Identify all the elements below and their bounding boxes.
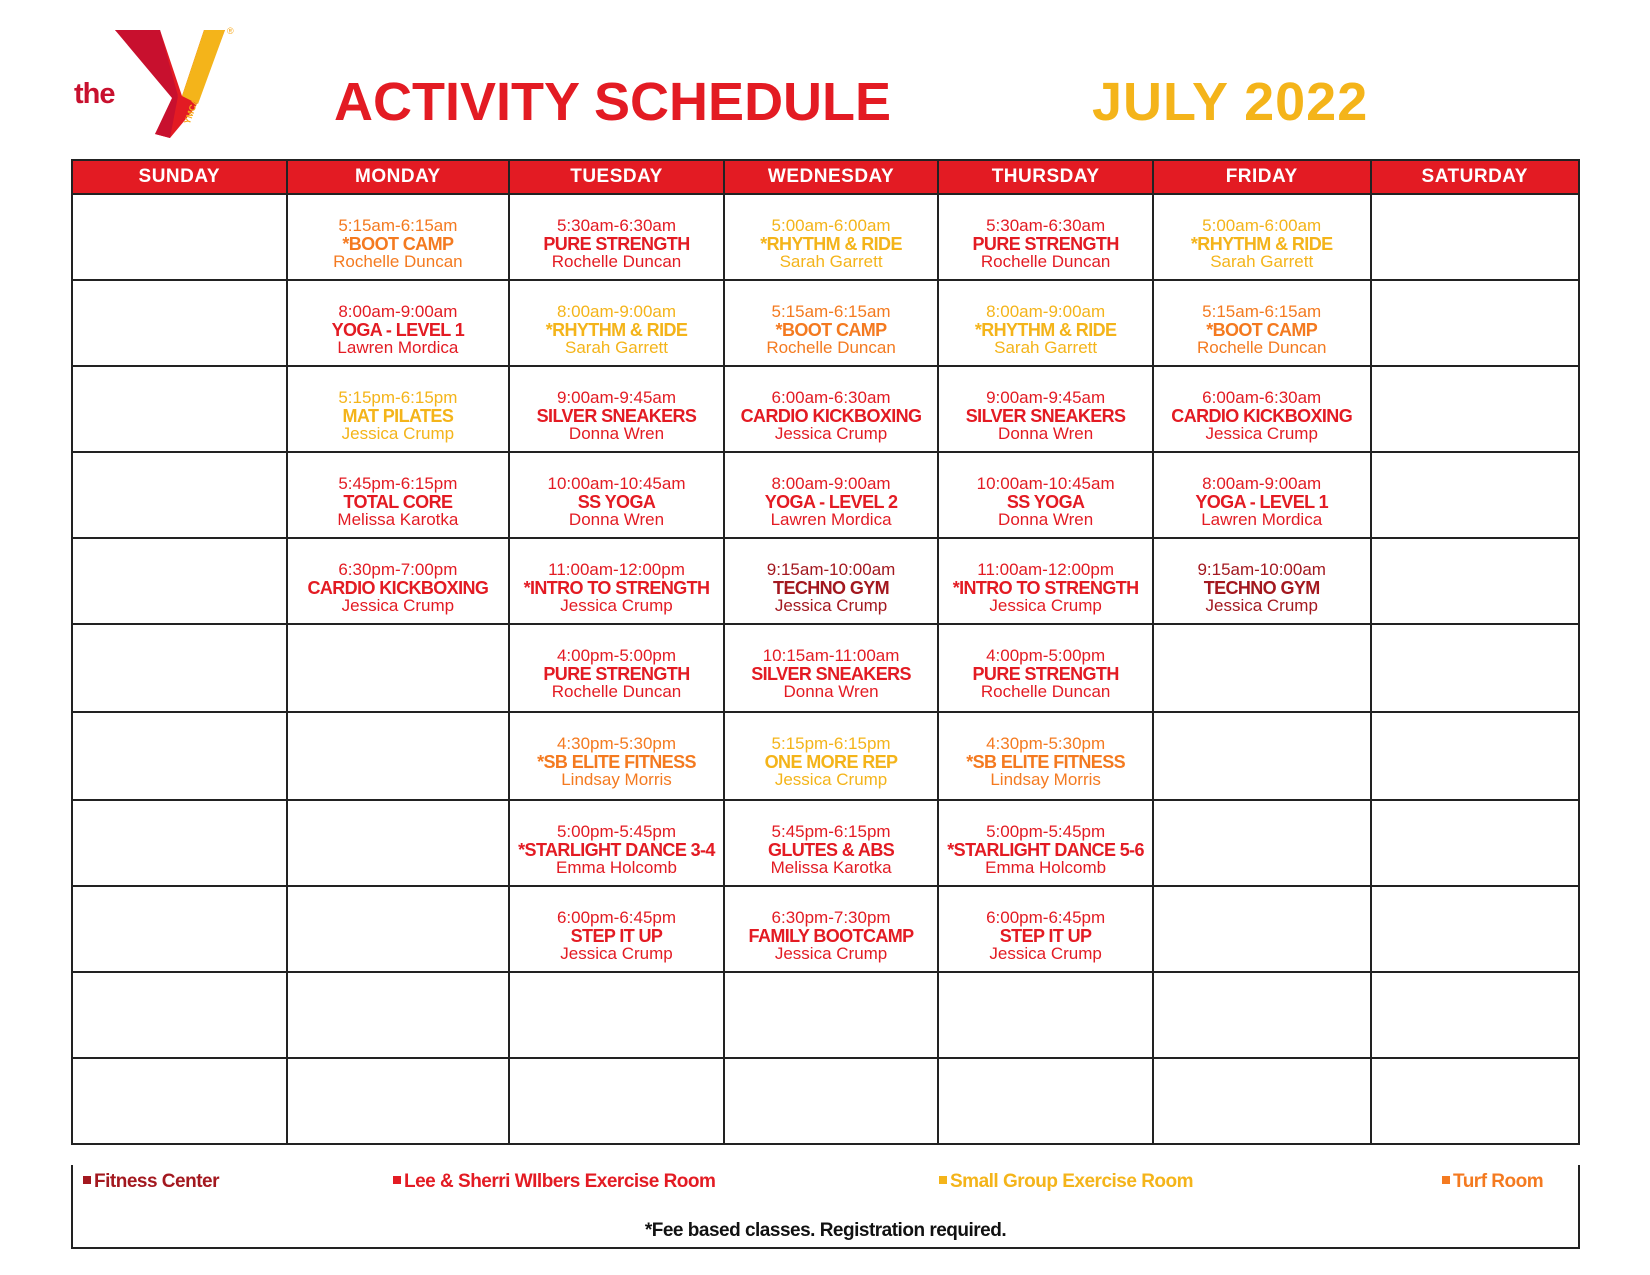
class-instructor: Donna Wren	[568, 424, 665, 443]
schedule-cell-tuesday	[509, 712, 724, 800]
class-instructor: Donna Wren	[783, 682, 879, 701]
class-instructor: Donna Wren	[998, 424, 1094, 443]
class-instructor: Melissa Karotka	[337, 510, 459, 529]
class-name: YOGA - LEVEL 1	[331, 320, 465, 340]
class-name: YOGA - LEVEL 2	[764, 492, 898, 512]
schedule-cell-thursday	[938, 452, 1153, 538]
schedule-cell-sunday	[72, 972, 287, 1058]
legend-turf-room	[1442, 1171, 1543, 1193]
schedule-cell-sunday	[72, 280, 287, 366]
class-name: YOGA - LEVEL 1	[1195, 492, 1329, 512]
day-header-tuesday: TUESDAY	[509, 160, 724, 194]
class-entry	[939, 453, 1152, 529]
class-instructor: Lawren Mordica	[1201, 510, 1323, 529]
class-time: 9:15am-10:00am	[1197, 560, 1326, 579]
class-name: *BOOT CAMP	[342, 234, 454, 254]
schedule-cell-thursday	[938, 712, 1153, 800]
class-name: PURE STRENGTH	[972, 664, 1119, 684]
schedule-cell-thursday	[938, 972, 1153, 1058]
schedule-cell-saturday	[1371, 624, 1580, 712]
class-instructor: Jessica Crump	[774, 424, 888, 443]
class-instructor: Lindsay Morris	[561, 770, 672, 789]
schedule-cell-tuesday	[509, 366, 724, 452]
class-entry	[725, 281, 938, 357]
class-entry	[288, 281, 509, 357]
class-name: SILVER SNEAKERS	[751, 664, 911, 684]
schedule-cell-tuesday	[509, 624, 724, 712]
legend-footer	[71, 1165, 1580, 1249]
schedule-cell-thursday	[938, 1058, 1153, 1144]
class-time: 9:00am-9:45am	[986, 388, 1106, 407]
class-instructor: Lawren Mordica	[337, 338, 459, 357]
class-entry	[1154, 367, 1370, 443]
class-time: 5:30am-6:30am	[986, 216, 1106, 235]
class-time: 8:00am-9:00am	[556, 302, 677, 321]
class-name: *RHYTHM & RIDE	[1190, 234, 1333, 254]
schedule-cell-thursday	[938, 624, 1153, 712]
class-name: STEP IT UP	[999, 926, 1092, 946]
schedule-cell-sunday	[72, 194, 287, 280]
logo-the-text: the	[74, 78, 115, 110]
schedule-row	[72, 194, 1579, 280]
day-header-thursday: THURSDAY	[938, 160, 1153, 194]
class-instructor: Sarah Garrett	[779, 252, 883, 271]
class-name: STEP IT UP	[570, 926, 663, 946]
schedule-cell-friday	[1153, 972, 1371, 1058]
class-entry	[725, 801, 938, 877]
class-instructor: Rochelle Duncan	[551, 252, 682, 271]
class-time: 10:00am-10:45am	[547, 474, 686, 493]
class-name: *SB ELITE FITNESS	[537, 752, 696, 772]
legend-lee-sherri-room	[393, 1171, 715, 1193]
schedule-cell-tuesday	[509, 280, 724, 366]
schedule-cell-wednesday	[724, 886, 939, 972]
class-name: *INTRO TO STRENGTH	[952, 578, 1139, 598]
class-time: 6:00pm-6:45pm	[556, 908, 677, 927]
day-header-wednesday: WEDNESDAY	[724, 160, 939, 194]
class-entry	[1154, 453, 1370, 529]
schedule-cell-tuesday	[509, 538, 724, 624]
page-title: ACTIVITY SCHEDULE	[334, 72, 892, 132]
class-entry	[288, 367, 509, 443]
class-time: 5:00pm-5:45pm	[986, 822, 1106, 841]
class-instructor: Jessica Crump	[341, 596, 455, 615]
class-name: CARDIO KICKBOXING	[740, 406, 922, 426]
schedule-cell-tuesday	[509, 800, 724, 886]
schedule-row	[72, 280, 1579, 366]
class-name: SS YOGA	[577, 492, 656, 512]
schedule-cell-monday	[287, 886, 510, 972]
legend-swatch	[83, 1176, 91, 1184]
class-entry	[939, 367, 1152, 443]
class-entry	[510, 281, 723, 357]
legend-swatch	[1442, 1176, 1450, 1184]
schedule-cell-thursday	[938, 538, 1153, 624]
class-name: MAT PILATES	[342, 406, 454, 426]
schedule-cell-monday	[287, 280, 510, 366]
schedule-cell-saturday	[1371, 194, 1580, 280]
schedule-cell-monday	[287, 712, 510, 800]
class-name: *BOOT CAMP	[775, 320, 887, 340]
class-time: 8:00am-9:00am	[1202, 474, 1322, 493]
class-name: *BOOT CAMP	[1206, 320, 1318, 340]
class-entry	[725, 453, 938, 529]
class-entry	[939, 887, 1152, 963]
class-time: 8:00am-9:00am	[338, 302, 458, 321]
class-instructor: Jessica Crump	[560, 596, 673, 615]
class-time: 5:15am-6:15am	[1202, 302, 1322, 321]
schedule-month: JULY 2022	[1092, 72, 1369, 132]
day-header-monday: MONDAY	[287, 160, 510, 194]
class-entry	[1154, 281, 1370, 357]
class-entry	[1154, 195, 1370, 271]
schedule-cell-thursday	[938, 366, 1153, 452]
schedule-cell-wednesday	[724, 712, 939, 800]
class-time: 5:00am-6:00am	[771, 216, 891, 235]
class-instructor: Jessica Crump	[1205, 424, 1318, 443]
class-instructor: Sarah Garrett	[994, 338, 1098, 357]
class-time: 9:15am-10:00am	[766, 560, 896, 579]
class-time: 5:15am-6:15am	[338, 216, 458, 235]
legend-swatch	[393, 1176, 401, 1184]
schedule-cell-saturday	[1371, 886, 1580, 972]
class-instructor: Jessica Crump	[989, 944, 1102, 963]
class-entry	[725, 367, 938, 443]
class-instructor: Rochelle Duncan	[1196, 338, 1327, 357]
legend-label: Fitness Center	[94, 1171, 219, 1192]
schedule-cell-friday	[1153, 366, 1371, 452]
class-entry	[1154, 539, 1370, 615]
class-instructor: Sarah Garrett	[1210, 252, 1314, 271]
schedule-cell-monday	[287, 972, 510, 1058]
schedule-cell-wednesday	[724, 800, 939, 886]
schedule-table	[71, 159, 1580, 1145]
schedule-row	[72, 624, 1579, 712]
schedule-cell-monday	[287, 624, 510, 712]
class-time: 6:00am-6:30am	[1202, 388, 1322, 407]
class-entry	[939, 195, 1152, 271]
class-name: SILVER SNEAKERS	[536, 406, 697, 426]
class-time: 9:00am-9:45am	[556, 388, 677, 407]
class-entry	[725, 539, 938, 615]
class-entry	[510, 713, 723, 789]
class-time: 5:00pm-5:45pm	[556, 822, 677, 841]
class-instructor: Jessica Crump	[341, 424, 455, 443]
legend-fitness-center	[83, 1171, 219, 1193]
schedule-cell-monday	[287, 452, 510, 538]
ymca-logo	[70, 26, 240, 151]
class-time: 6:30pm-7:30pm	[771, 908, 891, 927]
schedule-cell-friday	[1153, 538, 1371, 624]
class-name: TOTAL CORE	[343, 492, 453, 512]
class-time: 8:00am-9:00am	[986, 302, 1106, 321]
class-time: 5:45pm-6:15pm	[771, 822, 891, 841]
class-instructor: Jessica Crump	[774, 944, 888, 963]
schedule-cell-monday	[287, 800, 510, 886]
class-instructor: Donna Wren	[998, 510, 1094, 529]
class-time: 5:15am-6:15am	[771, 302, 891, 321]
class-time: 6:30pm-7:00pm	[338, 560, 458, 579]
class-time: 10:00am-10:45am	[976, 474, 1115, 493]
class-name: FAMILY BOOTCAMP	[748, 926, 914, 946]
schedule-cell-saturday	[1371, 280, 1580, 366]
class-name: PURE STRENGTH	[543, 664, 690, 684]
schedule-cell-friday	[1153, 452, 1371, 538]
class-instructor: Emma Holcomb	[985, 858, 1107, 877]
schedule-row	[72, 800, 1579, 886]
class-entry	[288, 453, 509, 529]
class-instructor: Jessica Crump	[989, 596, 1102, 615]
class-instructor: Jessica Crump	[560, 944, 673, 963]
schedule-cell-wednesday	[724, 624, 939, 712]
class-instructor: Lawren Mordica	[770, 510, 892, 529]
class-name: CARDIO KICKBOXING	[1171, 406, 1353, 426]
schedule-row	[72, 972, 1579, 1058]
class-entry	[939, 625, 1152, 701]
class-entry	[725, 195, 938, 271]
schedule-cell-wednesday	[724, 280, 939, 366]
schedule-cell-saturday	[1371, 1058, 1580, 1144]
schedule-row	[72, 538, 1579, 624]
schedule-cell-thursday	[938, 800, 1153, 886]
class-entry	[725, 713, 938, 789]
class-instructor: Melissa Karotka	[770, 858, 892, 877]
schedule-cell-wednesday	[724, 972, 939, 1058]
schedule-row	[72, 452, 1579, 538]
schedule-cell-monday	[287, 538, 510, 624]
schedule-cell-wednesday	[724, 1058, 939, 1144]
class-name: *RHYTHM & RIDE	[974, 320, 1117, 340]
class-entry	[939, 539, 1152, 615]
class-entry	[510, 453, 723, 529]
schedule-cell-sunday	[72, 800, 287, 886]
class-time: 5:15pm-6:15pm	[338, 388, 458, 407]
schedule-cell-friday	[1153, 1058, 1371, 1144]
class-entry	[939, 713, 1152, 789]
class-instructor: Sarah Garrett	[565, 338, 668, 357]
class-instructor: Rochelle Duncan	[766, 338, 896, 357]
class-name: ONE MORE REP	[764, 752, 898, 772]
day-header-row	[72, 160, 1579, 194]
schedule-cell-sunday	[72, 366, 287, 452]
class-entry	[939, 281, 1152, 357]
schedule-cell-saturday	[1371, 712, 1580, 800]
schedule-cell-sunday	[72, 538, 287, 624]
schedule-body	[72, 194, 1579, 1144]
class-instructor: Emma Holcomb	[556, 858, 677, 877]
class-name: *SB ELITE FITNESS	[966, 752, 1126, 772]
logo-registered-mark: ®	[227, 26, 234, 36]
schedule-cell-tuesday	[509, 886, 724, 972]
class-time: 5:45pm-6:15pm	[338, 474, 458, 493]
class-instructor: Rochelle Duncan	[333, 252, 463, 271]
class-instructor: Lindsay Morris	[990, 770, 1101, 789]
class-time: 5:30am-6:30am	[556, 216, 677, 235]
class-name: *INTRO TO STRENGTH	[523, 578, 710, 598]
class-time: 8:00am-9:00am	[771, 474, 891, 493]
class-entry	[288, 539, 509, 615]
class-time: 11:00am-12:00pm	[548, 560, 685, 579]
class-entry	[510, 367, 723, 443]
schedule-cell-sunday	[72, 452, 287, 538]
schedule-cell-saturday	[1371, 972, 1580, 1058]
schedule-cell-monday	[287, 1058, 510, 1144]
schedule-cell-thursday	[938, 886, 1153, 972]
schedule-cell-friday	[1153, 800, 1371, 886]
schedule-cell-sunday	[72, 624, 287, 712]
schedule-cell-saturday	[1371, 452, 1580, 538]
class-entry	[510, 625, 723, 701]
class-time: 5:15pm-6:15pm	[771, 734, 891, 753]
class-entry	[510, 887, 723, 963]
schedule-cell-monday	[287, 194, 510, 280]
class-name: PURE STRENGTH	[972, 234, 1119, 254]
legend-small-group-room	[939, 1171, 1193, 1193]
class-name: PURE STRENGTH	[543, 234, 690, 254]
class-name: SILVER SNEAKERS	[965, 406, 1126, 426]
class-entry	[510, 539, 723, 615]
class-instructor: Rochelle Duncan	[980, 682, 1111, 701]
schedule-row	[72, 366, 1579, 452]
class-name: SS YOGA	[1006, 492, 1085, 512]
class-time: 4:00pm-5:00pm	[986, 646, 1106, 665]
schedule-cell-wednesday	[724, 452, 939, 538]
schedule-cell-sunday	[72, 886, 287, 972]
legend-swatch	[939, 1176, 947, 1184]
day-header-saturday: SATURDAY	[1371, 160, 1580, 194]
class-time: 4:00pm-5:00pm	[556, 646, 677, 665]
class-time: 5:00am-6:00am	[1202, 216, 1322, 235]
schedule-cell-wednesday	[724, 194, 939, 280]
class-instructor: Jessica Crump	[774, 596, 888, 615]
class-entry	[725, 887, 938, 963]
class-instructor: Jessica Crump	[774, 770, 888, 789]
schedule-cell-wednesday	[724, 538, 939, 624]
day-header-sunday: SUNDAY	[72, 160, 287, 194]
class-instructor: Donna Wren	[568, 510, 665, 529]
class-time: 4:30pm-5:30pm	[556, 734, 677, 753]
schedule-cell-thursday	[938, 280, 1153, 366]
class-name: *STARLIGHT DANCE 3-4	[518, 840, 715, 860]
schedule-cell-sunday	[72, 712, 287, 800]
class-time: 10:15am-11:00am	[762, 646, 900, 665]
class-time: 4:30pm-5:30pm	[986, 734, 1106, 753]
legend-label: Lee & Sherri WIlbers Exercise Room	[404, 1171, 716, 1192]
class-entry	[725, 625, 938, 701]
schedule-cell-friday	[1153, 886, 1371, 972]
class-time: 6:00pm-6:45pm	[986, 908, 1106, 927]
schedule-cell-tuesday	[509, 972, 724, 1058]
schedule-cell-saturday	[1371, 538, 1580, 624]
class-entry	[288, 195, 509, 271]
class-time: 6:00am-6:30am	[771, 388, 891, 407]
fee-note: *Fee based classes. Registration required.	[644, 1220, 1007, 1241]
schedule-cell-saturday	[1371, 366, 1580, 452]
class-time: 11:00am-12:00pm	[977, 560, 1114, 579]
class-instructor: Rochelle Duncan	[980, 252, 1111, 271]
schedule-cell-tuesday	[509, 452, 724, 538]
legend-label: Small Group Exercise Room	[950, 1171, 1194, 1192]
schedule-cell-friday	[1153, 280, 1371, 366]
schedule-cell-sunday	[72, 1058, 287, 1144]
class-entry	[510, 801, 723, 877]
legend-label: Turf Room	[1453, 1171, 1544, 1192]
logo-ymca-text: YMCA	[182, 97, 201, 126]
class-name: TECHNO GYM	[773, 578, 890, 598]
schedule-cell-wednesday	[724, 366, 939, 452]
schedule-cell-monday	[287, 366, 510, 452]
schedule-cell-tuesday	[509, 194, 724, 280]
schedule-cell-friday	[1153, 624, 1371, 712]
class-name: *STARLIGHT DANCE 5-6	[947, 840, 1144, 860]
day-header-friday: FRIDAY	[1153, 160, 1371, 194]
class-instructor: Rochelle Duncan	[551, 682, 682, 701]
schedule-cell-saturday	[1371, 800, 1580, 886]
schedule-cell-tuesday	[509, 1058, 724, 1144]
class-entry	[510, 195, 723, 271]
class-name: *RHYTHM & RIDE	[760, 234, 902, 254]
schedule-row	[72, 712, 1579, 800]
class-entry	[939, 801, 1152, 877]
class-name: GLUTES & ABS	[767, 840, 895, 860]
schedule-cell-thursday	[938, 194, 1153, 280]
schedule-cell-friday	[1153, 194, 1371, 280]
class-name: CARDIO KICKBOXING	[307, 578, 489, 598]
schedule-cell-friday	[1153, 712, 1371, 800]
schedule-row	[72, 886, 1579, 972]
class-name: TECHNO GYM	[1203, 578, 1320, 598]
schedule-row	[72, 1058, 1579, 1144]
class-instructor: Jessica Crump	[1205, 596, 1318, 615]
class-name: *RHYTHM & RIDE	[545, 320, 688, 340]
